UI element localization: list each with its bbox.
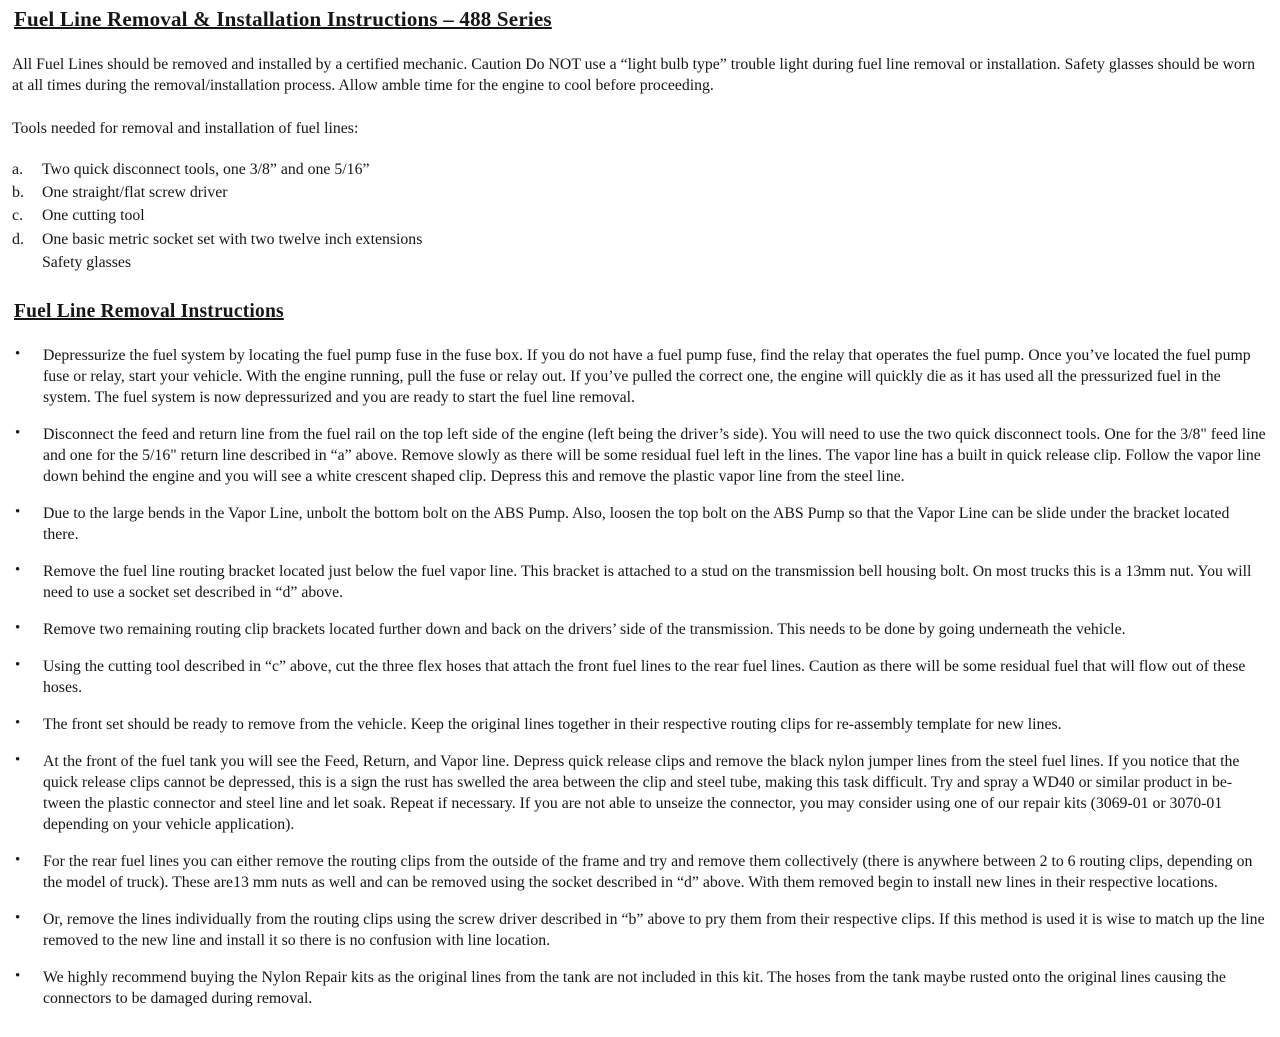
tool-text: One cutting tool: [42, 207, 145, 225]
step-item: [12, 967, 1270, 1009]
step-item: [12, 424, 1270, 487]
tool-text: One basic metric socket set with two twelve inch extensions: [42, 230, 423, 248]
bullet-icon: •: [15, 345, 21, 362]
page-title: Fuel Line Removal & Installation Instructions – 488 Series: [14, 7, 552, 31]
steps-list: [12, 345, 1270, 1009]
step-item: [12, 561, 1270, 603]
step-text: Or, remove the lines individually from the routing clips using the screw driver described in “b” above to pry them from their respective clips. If this method is used it is wise to match up the line removed to the new line and install it so there is no confusion with line location.: [43, 910, 1265, 949]
bullet-icon: •: [15, 561, 21, 578]
step-item: [12, 619, 1270, 640]
bullet-icon: •: [15, 424, 21, 441]
step-text: Using the cutting tool described in “c” above, cut the three flex hoses that attach the front fuel lines to the rear fuel lines. Caution as there will be some residual fuel that will flow out of these hoses.: [43, 657, 1246, 696]
step-item: [12, 345, 1270, 408]
bullet-icon: •: [15, 967, 21, 984]
step-text: Remove the fuel line routing bracket located just below the fuel vapor line. This bracket is attached to a stud on the transmission bell housing bolt. On most trucks this is a 13mm nut. You will need to use a socket set described in “d” above.: [43, 562, 1252, 601]
intro-paragraph: All Fuel Lines should be removed and installed by a certified mechanic. Caution Do NOT use a “light bulb type” trouble light during fuel line removal or installation. Safety glasses should be worn at all times during the removal/installation process. Allow amble time for the engine to cool before proceeding.: [12, 55, 1255, 94]
step-text: Remove two remaining routing clip brackets located further down and back on the drivers’ side of the transmission. This needs to be done by going underneath the vehicle.: [43, 620, 1126, 638]
step-item: [12, 714, 1270, 735]
step-text: Disconnect the feed and return line from the fuel rail on the top left side of the engine (left being the driver’s side). You will need to use the two quick disconnect tools. One for the 3/8" feed line and one for the 5/16" return line described in “a” above. Remove slowly as there will be some residual fuel left in the lines. The vapor line has a built in quick release clip. Follow the vapor line down behind the engine and you will see a white crescent shaped clip. Depress this and remove the plastic vapor line from the steel line.: [43, 425, 1266, 485]
tool-item: [12, 159, 1270, 180]
section-title: Fuel Line Removal Instructions: [14, 300, 284, 322]
tools-intro: Tools needed for removal and installation of fuel lines:: [12, 119, 359, 137]
step-text: For the rear fuel lines you can either remove the routing clips from the outside of the frame and try and remove them collectively (there is anywhere between 2 to 6 routing clips, depending on the model of truck). These are13 mm nuts as well and can be removed using the socket described in “d” above. With them removed begin to install new lines in their respective locations.: [43, 852, 1253, 891]
tool-letter: b.: [12, 184, 24, 202]
tool-item: [12, 182, 1270, 203]
bullet-icon: •: [15, 714, 21, 731]
tool-text: Safety glasses: [42, 253, 132, 271]
step-text: Due to the large bends in the Vapor Line, unbolt the bottom bolt on the ABS Pump. Also, loosen the top bolt on the ABS Pump so that the Vapor Line can be slide under the bracket located there.: [43, 504, 1230, 543]
bullet-icon: •: [15, 909, 21, 926]
bullet-icon: •: [15, 619, 21, 636]
tool-item: [12, 252, 1270, 273]
step-item: [12, 751, 1270, 835]
step-item: [12, 503, 1270, 545]
step-text: The front set should be ready to remove from the vehicle. Keep the original lines together in their respective routing clips for re-assembly template for new lines.: [43, 715, 1062, 733]
tool-text: One straight/flat screw driver: [42, 184, 228, 202]
step-item: [12, 909, 1270, 951]
tool-letter: c.: [12, 207, 24, 225]
bullet-icon: •: [15, 851, 21, 868]
tool-letter: a.: [12, 160, 24, 178]
step-text: Depressurize the fuel system by locating the fuel pump fuse in the fuse box. If you do not have a fuel pump fuse, find the relay that operates the fuel pump. Once you’ve located the fuel pump fuse or relay, start your vehicle. With the engine running, pull the fuse or relay out. If you’ve pulled the correct one, the engine will quickly die as it has used all the pressurized fuel in the system. The fuel system is now depressurized and you are ready to start the fuel line removal.: [43, 346, 1251, 406]
bullet-icon: •: [15, 656, 21, 673]
bullet-icon: •: [15, 751, 21, 768]
step-item: [12, 851, 1270, 893]
step-item: [12, 656, 1270, 698]
tools-list: [12, 159, 1270, 273]
bullet-icon: •: [15, 503, 21, 520]
tool-letter: d.: [12, 230, 24, 248]
tool-item: [12, 205, 1270, 226]
tool-item: [12, 229, 1270, 250]
tool-text: Two quick disconnect tools, one 3/8” and one 5/16”: [42, 160, 370, 178]
step-text: We highly recommend buying the Nylon Repair kits as the original lines from the tank are not included in this kit. The hoses from the tank maybe rusted onto the original lines causing the connectors to be damaged during removal.: [43, 968, 1226, 1007]
step-text: At the front of the fuel tank you will see the Feed, Return, and Vapor line. Depress quick release clips and remove the black nylon jumper lines from the steel fuel lines. If you notice that the quick release clips cannot be depressed, this is a sign the rust has swelled the area between the clip and steel tube, making this task difficult. Try and spray a WD40 or similar product in be-tween the plastic connector and steel line and let soak. Repeat if necessary. If you are not able to unseize the connector, you may consider using one of our repair kits (3069-01 or 3070-01 depending on your vehicle application).: [43, 752, 1240, 833]
